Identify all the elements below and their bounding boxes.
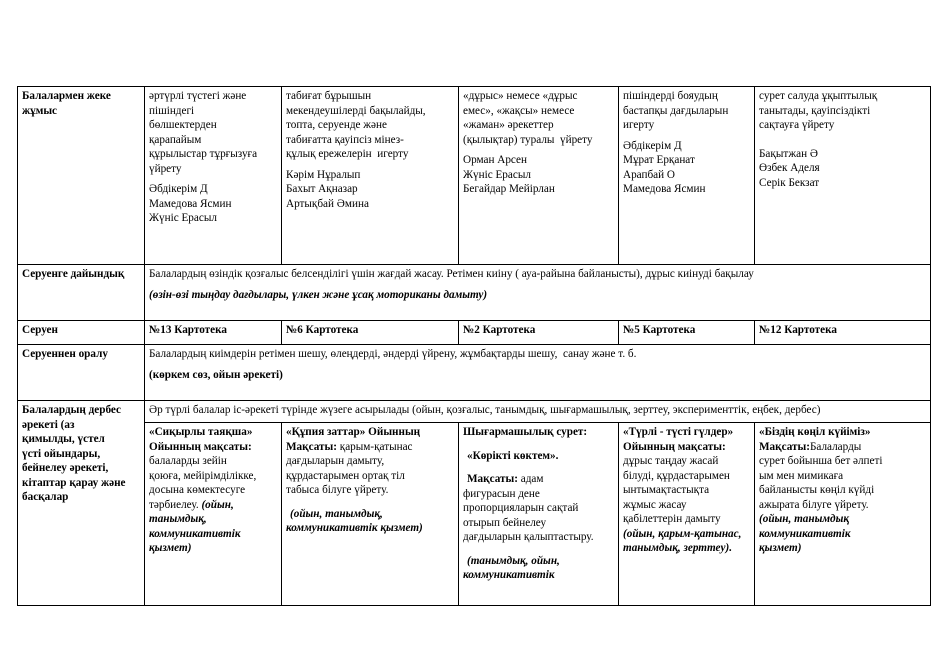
child-name: Орман Арсен xyxy=(463,154,527,166)
independent-cell-day5 xyxy=(755,423,931,606)
label-line: Балалардың дербес xyxy=(22,404,121,416)
text-line: құрылыстар тұрғызуға xyxy=(149,148,258,160)
text-line: бөлшектерден xyxy=(149,119,217,131)
child-name: Артықбай Әмина xyxy=(286,197,369,210)
text-line: мекендеушілерді бақылайды, xyxy=(286,104,426,117)
text-line: пішіндегі xyxy=(149,104,195,117)
goal-line: тәрбиелеу. xyxy=(149,498,199,511)
text-line: игерту xyxy=(623,119,655,131)
independent-cell-day1 xyxy=(145,423,282,606)
goal-label: Мақсаты: xyxy=(286,440,337,453)
individual-cell-day2 xyxy=(282,87,459,265)
goal-label: Мақсаты: xyxy=(467,473,518,485)
text-line: сақтауға үйрету xyxy=(759,119,835,131)
label-line: кітаптар қарау және xyxy=(22,476,126,489)
row-label-walk-return: Серуеннен оралу xyxy=(18,345,145,401)
goal-line: Балаларды xyxy=(809,440,862,453)
child-name: Арапбай О xyxy=(623,168,675,181)
activity-title: «Сиқырлы таяқша» xyxy=(149,426,253,438)
individual-cell-day1 xyxy=(145,87,282,265)
label-line: әрекеті (аз xyxy=(22,418,75,431)
goal-line: дұрыс таңдау жасай xyxy=(623,455,719,467)
activity-title: «Құпия заттар» Ойынның xyxy=(286,426,421,438)
text-line: танытады, қауіпсіздікті xyxy=(759,104,871,117)
goal-line: ым мен мимикаға xyxy=(759,469,844,482)
text-line: табиғат бұрышын xyxy=(286,90,372,102)
activity-tags: коммуникативтік xyxy=(759,527,851,540)
child-name: Өзбек Аделя xyxy=(759,162,820,174)
text-line: «жаман» әрекеттер xyxy=(463,119,554,131)
individual-cell-day5 xyxy=(755,87,931,265)
activity-title: Шығармашылық сурет: xyxy=(463,426,588,438)
goal-line: қоюға, мейірімділікке, xyxy=(149,469,257,482)
activity-tags: танымдық, зерттеу). xyxy=(623,542,732,554)
goal-label: Мақсаты: xyxy=(759,440,810,453)
goal-line: ынтымақтастықта xyxy=(623,484,710,496)
goal-line: досына көмектесуге xyxy=(149,484,246,496)
child-name: Бахыт Ақназар xyxy=(286,183,358,195)
text-line: табиғатта қауіпсіз мінез- xyxy=(286,133,404,146)
text-line: бастапқы дағдыларын xyxy=(623,104,729,117)
row-label-individual-work: Балалармен жеке жұмыс xyxy=(18,87,145,265)
goal-label: Ойынның мақсаты: xyxy=(623,440,726,453)
schedule-table xyxy=(17,86,931,606)
child-name: Серік Бекзат xyxy=(759,176,820,189)
text-line: әртүрлі түстегі және xyxy=(149,90,247,102)
independent-cell-day2 xyxy=(282,423,459,606)
walk-return-cell xyxy=(145,345,931,401)
label-line: үсті ойындары, xyxy=(22,447,101,460)
goal-line: сурет бойынша бет әлпеті xyxy=(759,455,883,467)
independent-cell-day4 xyxy=(619,423,755,606)
text-line: емес», «жақсы» немесе xyxy=(463,104,575,117)
row-label-walk: Серуен xyxy=(18,321,145,345)
goal-line: құрдастарымен ортақ тіл xyxy=(286,469,405,482)
row-walk-prep xyxy=(18,265,931,321)
row-label-walk-prep: Серуенге дайындық xyxy=(18,265,145,321)
activity-tags: (танымдық, ойын, xyxy=(467,554,560,567)
walk-return-note: (көркем сөз, ойын әрекеті) xyxy=(149,368,283,381)
text-line: (қылықтар) туралы үйрету xyxy=(463,133,593,146)
individual-cell-day4 xyxy=(619,87,755,265)
child-name: Әбдікерім Д xyxy=(149,183,208,195)
goal-line: дағдыларын қалыптастыру. xyxy=(463,531,594,543)
activity-tags: қызмет) xyxy=(149,542,192,554)
walk-card-day2: №6 Картотека xyxy=(282,321,459,345)
label-line: қимылды, үстел xyxy=(22,433,105,445)
independent-intro-cell: Әр түрлі балалар іс-әрекеті түрінде жүзеге асырылады (ойын, қозғалыс, танымдық, шығармашылық, зерттеу, эксперименттік, еңбек, дербес) xyxy=(145,401,931,423)
activity-tags: (ойын, xyxy=(201,498,234,511)
walk-return-text: Балалардың киімдерін ретімен шешу, өлеңдерді, әндерді үйрену, жұмбақтарды шешу, санау және т. б. xyxy=(149,348,637,360)
activity-tags: коммуникативтік қызмет) xyxy=(286,522,423,534)
child-name: Жүніс Ерасыл xyxy=(463,168,531,181)
text-line: құлық ережелерін игерту xyxy=(286,148,409,160)
goal-line: табыса білуге үйрету. xyxy=(286,484,389,496)
activity-tags: танымдық, xyxy=(149,513,207,525)
goal-line: дағдыларын дамыту, xyxy=(286,455,385,467)
row-independent-activities xyxy=(18,423,931,606)
individual-cell-day3 xyxy=(459,87,619,265)
text-line: үйрету xyxy=(149,162,182,175)
child-name: Жүніс Ерасыл xyxy=(149,212,217,224)
activity-title: «Түрлі - түсті гүлдер» xyxy=(623,426,734,438)
goal-line: пропорцияларын сақтай xyxy=(463,502,579,514)
activity-tags: коммуникативтік xyxy=(463,569,555,581)
text-line: топта, серуенде және xyxy=(286,119,387,131)
text-line: пішіндерді бояудың xyxy=(623,90,718,102)
row-walk xyxy=(18,321,931,345)
child-name: Мамедова Ясмин xyxy=(623,183,706,195)
row-individual-work xyxy=(18,87,931,265)
goal-line: қабілеттерін дамыту xyxy=(623,513,721,525)
label-line: басқалар xyxy=(22,491,69,503)
text-line: қарапайым xyxy=(149,133,202,146)
independent-cell-day3 xyxy=(459,423,619,606)
activity-title: «Біздің көңіл күйіміз» xyxy=(759,426,871,438)
walk-card-day1: №13 Картотека xyxy=(145,321,282,345)
activity-tags: (ойын, танымдық xyxy=(759,513,850,525)
text-line: сурет салуда ұқыптылық xyxy=(759,90,878,102)
text-line: «дұрыс» немесе «дұрыс xyxy=(463,90,578,102)
child-name: Әбдікерім Д xyxy=(623,139,682,152)
goal-line: жұмыс жасау xyxy=(623,498,687,511)
walk-card-day5: №12 Картотека xyxy=(755,321,931,345)
activity-tags: коммуникативтік xyxy=(149,527,241,540)
goal-label: Ойынның мақсаты: xyxy=(149,440,252,453)
child-name: Бегайдар Мейірлан xyxy=(463,183,555,195)
walk-prep-cell xyxy=(145,265,931,321)
goal-line: балаларды зейін xyxy=(149,455,227,467)
goal-line: байланысты көңіл күйді xyxy=(759,484,875,496)
walk-prep-text: Балалардың өзіндік қозғалыс белсенділігі үшін жағдай жасау. Ретімен киіну ( ауа-райына байланысты), дұрыс киінуді бақылау xyxy=(149,268,754,280)
row-independent-intro xyxy=(18,401,931,423)
goal-line: қарым-қатынас xyxy=(339,440,413,453)
child-name: Мұрат Ерқанат xyxy=(623,154,695,166)
walk-card-day4: №5 Картотека xyxy=(619,321,755,345)
activity-tags: (ойын, қарым-қатынас, xyxy=(623,527,742,540)
goal-line: білуді, құрдастарымен xyxy=(623,469,730,482)
row-label-independent xyxy=(18,401,145,606)
label-line: бейнелеу әрекеті, xyxy=(22,462,109,474)
child-name: Бақытжан Ә xyxy=(759,147,818,160)
activity-subtitle: «Көрікті көктем». xyxy=(467,449,559,462)
child-name: Кәрім Нұралып xyxy=(286,168,361,181)
goal-line: адам xyxy=(520,473,544,485)
goal-line: фигурасын дене xyxy=(463,487,540,500)
goal-line: ажырата білуге үйрету. xyxy=(759,498,869,511)
walk-prep-note: (өзін-өзі тыңдау дағдылары, үлкен және ұсақ моториканы дамыту) xyxy=(149,288,488,301)
activity-tags: (ойын, танымдық, xyxy=(290,507,383,520)
activity-tags: қызмет) xyxy=(759,542,802,554)
walk-card-day3: №2 Картотека xyxy=(459,321,619,345)
goal-line: отырып бейнелеу xyxy=(463,516,547,529)
row-walk-return xyxy=(18,345,931,401)
child-name: Мамедова Ясмин xyxy=(149,197,232,210)
